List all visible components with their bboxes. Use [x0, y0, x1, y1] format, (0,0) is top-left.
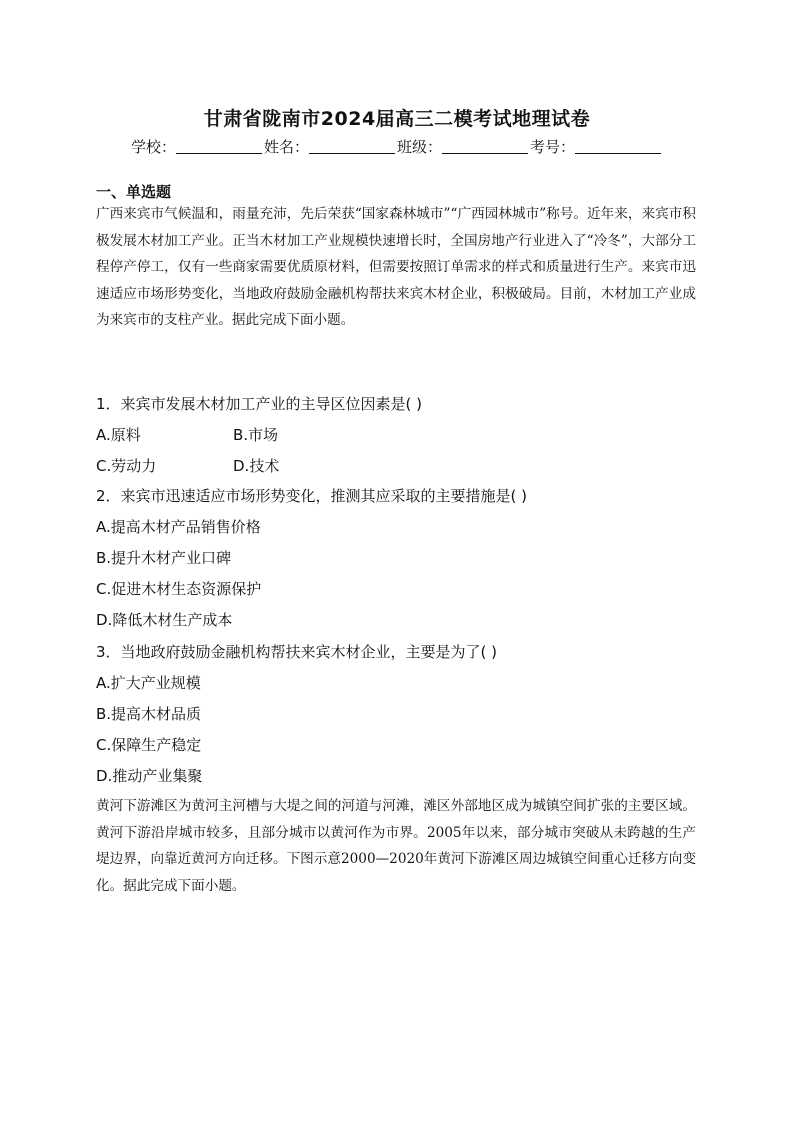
- section-heading: 一、单选题: [96, 183, 172, 201]
- question-2-option-d: D.降低木材生产成本: [96, 611, 233, 629]
- school-label: 学校：: [130, 138, 176, 156]
- passage-2: 黄河下游滩区为黄河主河槽与大堤之间的河道与河滩，滩区外部地区成为城镇空间扩张的主要区域。黄河下游沿岸城市较多，且部分城市以黄河作为市界。2005年以来，部分城市突破从未跨越的生产堤边界，向靠近黄河方向迁移。下图示意2000—2020年黄河下游滩区周边城镇空间重心迁移方向变化。据此完成下面小题。: [96, 798, 696, 894]
- question-3-option-b: B.提高木材品质: [96, 705, 202, 723]
- number-label: 考号：: [530, 138, 576, 156]
- question-1-option-d: D.技术: [233, 457, 280, 475]
- name-label: 姓名：: [263, 138, 309, 156]
- exam-title: 甘肃省陇南市2024届高三二模考试地理试卷: [203, 108, 591, 130]
- class-blank: [442, 139, 528, 154]
- question-1-option-c: C.劳动力: [96, 457, 157, 475]
- question-1-stem: 1．来宾市发展木材加工产业的主导区位因素是( ): [96, 395, 423, 413]
- question-3-option-a: A.扩大产业规模: [96, 674, 201, 692]
- question-2-option-b: B.提升木材产业口碑: [96, 549, 232, 567]
- question-2-option-a: A.提高木材产品销售价格: [96, 518, 261, 536]
- student-info-line: [0, 136, 794, 157]
- class-label: 班级：: [397, 138, 443, 156]
- question-3-option-c: C.保障生产稳定: [96, 736, 202, 754]
- school-blank: [176, 139, 262, 154]
- question-1-option-b: B.市场: [233, 426, 279, 444]
- question-2-stem: 2．来宾市迅速适应市场形势变化，推测其应采取的主要措施是( ): [96, 487, 528, 505]
- number-blank: [575, 139, 661, 154]
- question-1-option-a: A.原料: [96, 426, 141, 444]
- question-3-stem: 3．当地政府鼓励金融机构帮扶来宾木材企业，主要是为了( ): [96, 643, 498, 661]
- name-blank: [309, 139, 395, 154]
- question-3-option-d: D.推动产业集聚: [96, 767, 203, 785]
- question-2-option-c: C.促进木材生态资源保护: [96, 580, 262, 598]
- passage-1: 广西来宾市气候温和，雨量充沛，先后荣获“国家森林城市”“广西园林城市”称号。近年来，来宾市积极发展木材加工产业。正当木材加工产业规模快速增长时，全国房地产行业进入了“冷冬”，大部分工程停产停工，仅有一些商家需要优质原材料，但需要按照订单需求的样式和质量进行生产。来宾市迅速适应市场形势变化，当地政府鼓励金融机构帮扶来宾木材企业，积极破局。目前，木材加工产业成为来宾市的支柱产业。据此完成下面小题。: [96, 206, 696, 328]
